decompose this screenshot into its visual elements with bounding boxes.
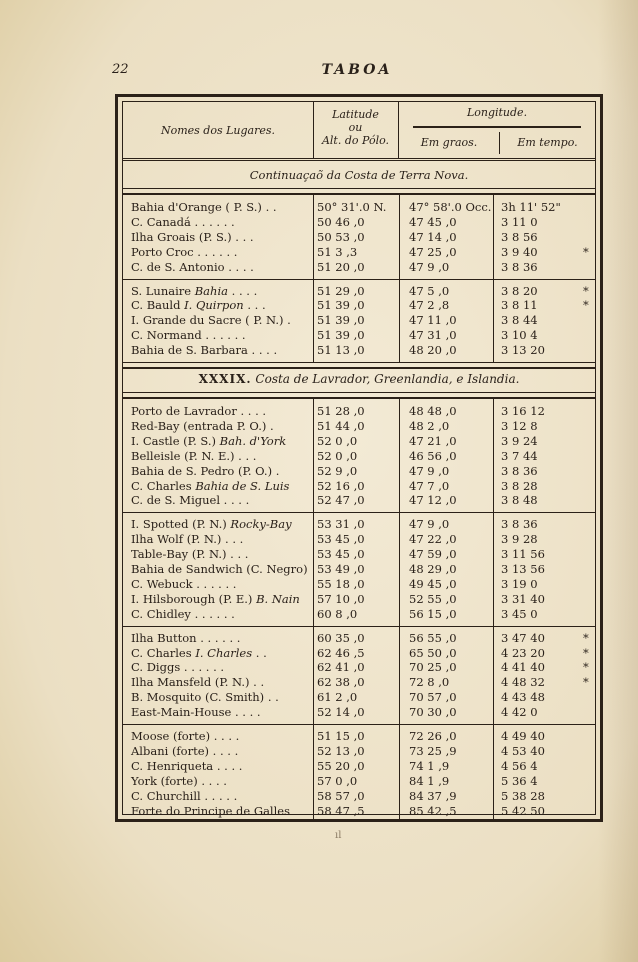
table-row — [123, 577, 595, 592]
longitude-time-cell: 4 41 40 — [501, 660, 545, 675]
latitude-line-1: Latitude — [332, 108, 379, 121]
latitude-cell: 52 0 ,0 — [317, 433, 358, 448]
latitude-cell: 51 44 ,0 — [317, 418, 365, 433]
place-name: C. Normand . . . . . . — [131, 328, 246, 343]
latitude-line-2: ou — [348, 121, 363, 134]
longitude-degrees-cell: 52 55 ,0 — [409, 591, 457, 606]
place-name: Bahia de S. Pedro (P. O.) . — [131, 463, 280, 478]
longitude-degrees-cell: 65 50 ,0 — [409, 645, 457, 660]
section-number: XXXIX. — [198, 372, 252, 386]
latitude-cell: 51 39 ,0 — [317, 313, 365, 328]
longitude-time-cell: 3 8 36 — [501, 259, 538, 274]
section-rule — [123, 188, 595, 195]
section-subtitle: Continuaçaõ da Costa de Terra Nova. — [249, 168, 469, 182]
place-alt-name: Rocky-Bay — [230, 517, 292, 532]
longitude-time-cell: 4 48 32 — [501, 675, 545, 690]
page-number: 22 — [112, 62, 129, 77]
place-name: C. de S. Antonio . . . . — [131, 259, 254, 274]
longitude-time-cell: 3 11 0 — [501, 214, 538, 229]
place-name: Moose (forte) . . . . — [131, 729, 240, 743]
longitude-time-cell: 3 19 0 — [501, 576, 538, 591]
latitude-cell: 51 3 ,3 — [317, 244, 358, 259]
latitude-cell: 52 9 ,0 — [317, 463, 358, 478]
longitude-degrees-cell: 47 7 ,0 — [409, 478, 450, 493]
longitude-degrees-cell: 47 9 ,0 — [409, 517, 450, 532]
table-row — [123, 517, 595, 532]
place-name: Porto de Lavrador . . . . — [131, 404, 267, 418]
group-rule — [123, 626, 595, 627]
table-row — [123, 245, 595, 260]
longitude-time-cell: 5 36 4 — [501, 773, 538, 788]
longitude-time-cell: 4 49 40 — [501, 729, 545, 743]
place-name: C. Diggs . . . . . . — [131, 660, 225, 675]
section-title-text: Costa de Lavrador, Greenlandia, e Islandia. — [251, 372, 520, 386]
place-name: S. Lunaire Bahia . . . . — [131, 283, 258, 298]
table-row — [123, 744, 595, 759]
longitude-degrees-cell: 47 9 ,0 — [409, 463, 450, 478]
place-name: Red-Bay (entrada P. O.) . — [131, 418, 274, 433]
place-name: Bahia de S. Barbara . . . . — [131, 343, 278, 358]
place-name: I. Hilsborough (P. E.) B. Nain — [131, 591, 300, 606]
latitude-cell: 51 29 ,0 — [317, 283, 365, 298]
place-name: C. Charles I. Charles . . — [131, 645, 267, 660]
longitude-degrees-cell: 85 42 ,5 — [409, 803, 457, 818]
longitude-time-cell: 3 13 56 — [501, 562, 545, 576]
longitude-degrees-cell: 46 56 ,0 — [409, 448, 457, 463]
table-row — [123, 313, 595, 328]
table-row — [123, 562, 595, 577]
latitude-cell: 55 20 ,0 — [317, 758, 365, 773]
longitude-degrees-cell: 84 1 ,9 — [409, 773, 450, 788]
place-alt-name: B. Nain — [256, 591, 300, 606]
latitude-cell: 51 20 ,0 — [317, 259, 365, 274]
section-heading — [123, 372, 595, 386]
longitude-degrees-cell: 47 22 ,0 — [409, 532, 457, 547]
longitude-time-cell: 3 10 4 — [501, 328, 538, 343]
longitude-degrees-cell: 72 26 ,0 — [409, 729, 457, 743]
group-rule — [123, 279, 595, 280]
column-headers — [123, 102, 595, 161]
column-header-longitude: Longitude. — [466, 106, 528, 119]
place-name: Forte do Principe de Galles — [131, 803, 290, 818]
column-divider — [313, 194, 314, 362]
place-name: Bahia d'Orange ( P. S.) . . — [131, 200, 277, 214]
longitude-time-cell: 3 16 12 — [501, 404, 545, 418]
longitude-time-cell: 3 8 36 — [501, 517, 538, 532]
place-name: Porto Croc . . . . . . — [131, 244, 238, 259]
longitude-degrees-cell: 47° 58'.0 Occ. — [409, 200, 492, 214]
longitude-time-cell: 4 43 48 — [501, 690, 545, 705]
table-row — [123, 774, 595, 789]
longitude-degrees-cell: 70 57 ,0 — [409, 690, 457, 705]
table-row — [123, 298, 595, 313]
column-divider — [399, 194, 400, 362]
place-alt-name: Bah. d'York — [219, 433, 287, 448]
latitude-cell: 53 45 ,0 — [317, 532, 365, 547]
asterisk-mark: * — [583, 630, 589, 645]
longitude-time-cell: 4 56 4 — [501, 758, 538, 773]
place-name: I. Grande du Sacre ( P. N.) . — [131, 313, 291, 328]
table-row — [123, 449, 595, 464]
bleed-through-mark: ıl — [335, 830, 342, 841]
column-header-names: Nomes dos Lugares. — [123, 102, 314, 158]
latitude-cell: 61 2 ,0 — [317, 690, 358, 705]
column-divider — [493, 194, 494, 362]
longitude-time-cell: 3 8 20 — [501, 283, 538, 298]
place-alt-name: I. Charles — [195, 645, 253, 660]
latitude-cell: 50 46 ,0 — [317, 214, 365, 229]
longitude-time-cell: 3 11 56 — [501, 547, 545, 562]
latitude-cell: 51 39 ,0 — [317, 298, 365, 313]
latitude-cell: 50 53 ,0 — [317, 229, 365, 244]
longitude-time-cell: 3h 11' 52" — [501, 200, 561, 214]
asterisk-mark: * — [583, 645, 589, 660]
place-name: C. Henriqueta . . . . — [131, 758, 243, 773]
longitude-time-cell: 3 13 20 — [501, 343, 545, 358]
column-divider — [313, 398, 314, 822]
table-row — [123, 434, 595, 449]
latitude-cell: 62 38 ,0 — [317, 675, 365, 690]
table-row — [123, 789, 595, 804]
longitude-degrees-cell: 47 21 ,0 — [409, 433, 457, 448]
latitude-cell: 58 57 ,0 — [317, 788, 365, 803]
latitude-cell: 57 0 ,0 — [317, 773, 358, 788]
longitude-time-cell: 3 8 11 — [501, 298, 538, 313]
asterisk-mark: * — [583, 283, 589, 298]
latitude-cell: 52 14 ,0 — [317, 705, 365, 720]
longitude-time-cell: 4 53 40 — [501, 743, 545, 758]
column-divider — [399, 398, 400, 822]
longitude-time-cell: 3 9 40 — [501, 244, 538, 259]
table-row — [123, 592, 595, 607]
longitude-degrees-cell: 48 29 ,0 — [409, 562, 457, 576]
page-header — [112, 62, 602, 84]
longitude-degrees-cell: 47 59 ,0 — [409, 547, 457, 562]
column-divider — [493, 398, 494, 822]
longitude-degrees-cell: 47 25 ,0 — [409, 244, 457, 259]
longitude-time-cell: 3 12 8 — [501, 418, 538, 433]
latitude-cell: 52 0 ,0 — [317, 448, 358, 463]
longitude-degrees-cell: 56 55 ,0 — [409, 630, 457, 645]
table-row — [123, 532, 595, 547]
place-name: C. Bauld I. Quirpon . . . — [131, 298, 266, 313]
longitude-degrees-cell: 47 14 ,0 — [409, 229, 457, 244]
latitude-cell: 57 10 ,0 — [317, 591, 365, 606]
place-alt-name: Bahia — [194, 283, 228, 298]
place-name: Belleisle (P. N. E.) . . . — [131, 448, 257, 463]
table-row — [123, 729, 595, 744]
group-rule — [123, 724, 595, 725]
place-name: East-Main-House . . . . — [131, 705, 261, 720]
column-header-degrees: Em graos. — [420, 136, 478, 149]
table-row — [123, 419, 595, 434]
table-row — [123, 705, 595, 720]
longitude-degrees-cell: 70 25 ,0 — [409, 660, 457, 675]
asterisk-mark: * — [583, 660, 589, 675]
section-rule — [123, 392, 595, 399]
place-name: C. Webuck . . . . . . — [131, 576, 237, 591]
longitude-degrees-cell: 47 9 ,0 — [409, 259, 450, 274]
latitude-cell: 62 41 ,0 — [317, 660, 365, 675]
longitude-time-cell: 3 31 40 — [501, 591, 545, 606]
longitude-time-cell: 3 8 56 — [501, 229, 538, 244]
place-name: Ilha Groais (P. S.) . . . — [131, 229, 254, 244]
longitude-time-cell: 5 42 50 — [501, 803, 545, 818]
place-name: C. Chidley . . . . . . — [131, 606, 235, 621]
place-name: C. Charles Bahia de S. Luis — [131, 478, 290, 493]
table-row — [123, 675, 595, 690]
longitude-degrees-cell: 73 25 ,9 — [409, 743, 457, 758]
place-name: Ilha Mansfeld (P. N.) . . — [131, 675, 265, 690]
table-row — [123, 404, 595, 419]
longitude-time-cell: 3 47 40 — [501, 630, 545, 645]
place-name: York (forte) . . . . — [131, 773, 227, 788]
table-row — [123, 343, 595, 358]
place-alt-name: I. Quirpon — [184, 298, 244, 313]
longitude-time-cell: 3 8 44 — [501, 313, 538, 328]
longitude-degrees-cell: 48 2 ,0 — [409, 418, 450, 433]
latitude-cell: 53 45 ,0 — [317, 547, 365, 562]
place-name: B. Mosquito (C. Smith) . . — [131, 690, 279, 705]
longitude-degrees-cell: 70 30 ,0 — [409, 705, 457, 720]
table-row — [123, 260, 595, 275]
latitude-line-3: Alt. do Pólo. — [321, 134, 390, 147]
table-row — [123, 759, 595, 774]
longitude-degrees-cell: 56 15 ,0 — [409, 606, 457, 621]
longitude-time-cell: 3 8 28 — [501, 478, 538, 493]
place-name: Ilha Wolf (P. N.) . . . — [131, 532, 244, 547]
place-name: Bahia de Sandwich (C. Negro) — [131, 562, 308, 576]
table-row — [123, 230, 595, 245]
longitude-degrees-cell: 74 1 ,9 — [409, 758, 450, 773]
latitude-cell: 51 15 ,0 — [317, 729, 365, 743]
longitude-degrees-cell: 72 8 ,0 — [409, 675, 450, 690]
latitude-cell: 62 46 ,5 — [317, 645, 365, 660]
latitude-cell: 52 16 ,0 — [317, 478, 365, 493]
group-rule — [123, 512, 595, 513]
place-name: Table-Bay (P. N.) . . . — [131, 547, 249, 562]
longitude-degrees-cell: 47 2 ,8 — [409, 298, 450, 313]
latitude-cell: 60 35 ,0 — [317, 630, 365, 645]
page-title: TABOA — [321, 62, 393, 78]
latitude-cell: 60 8 ,0 — [317, 606, 358, 621]
longitude-time-cell: 3 8 48 — [501, 493, 538, 508]
longitude-degrees-cell: 49 45 ,0 — [409, 576, 457, 591]
place-alt-name: Bahia de S. Luis — [195, 478, 290, 493]
latitude-cell: 58 47 ,5 — [317, 803, 365, 818]
longitude-time-cell: 5 38 28 — [501, 788, 545, 803]
latitude-cell: 51 13 ,0 — [317, 343, 365, 358]
table-row — [123, 328, 595, 343]
table-row — [123, 646, 595, 661]
place-name: C. de S. Miguel . . . . — [131, 493, 250, 508]
longitude-time-cell: 3 9 28 — [501, 532, 538, 547]
table-row — [123, 493, 595, 508]
table-row — [123, 631, 595, 646]
table-frame — [115, 94, 603, 822]
latitude-cell: 53 31 ,0 — [317, 517, 365, 532]
latitude-cell: 51 28 ,0 — [317, 404, 365, 418]
table-row — [123, 607, 595, 622]
longitude-time-cell: 3 8 36 — [501, 463, 538, 478]
place-name: C. Churchill . . . . . — [131, 788, 238, 803]
latitude-cell: 51 39 ,0 — [317, 328, 365, 343]
latitude-cell: 55 18 ,0 — [317, 576, 365, 591]
longitude-degrees-cell: 47 45 ,0 — [409, 214, 457, 229]
table — [122, 101, 596, 818]
asterisk-mark: * — [583, 244, 589, 259]
place-name: Albani (forte) . . . . — [131, 743, 239, 758]
table-row — [123, 660, 595, 675]
column-header-time: Em tempo. — [499, 132, 595, 154]
longitude-time-cell: 4 23 20 — [501, 645, 545, 660]
place-name: I. Castle (P. S.) Bah. d'York — [131, 433, 287, 448]
longitude-time-cell: 3 9 24 — [501, 433, 538, 448]
longitude-degrees-cell: 48 20 ,0 — [409, 343, 457, 358]
longitude-degrees-cell: 84 37 ,9 — [409, 788, 457, 803]
section-rule — [123, 362, 595, 369]
place-name: C. Canadá . . . . . . — [131, 214, 235, 229]
longitude-degrees-cell: 48 48 ,0 — [409, 404, 457, 418]
longitude-degrees-cell: 47 5 ,0 — [409, 283, 450, 298]
longitude-time-cell: 4 42 0 — [501, 705, 538, 720]
longitude-rule — [413, 126, 581, 128]
longitude-degrees-cell: 47 12 ,0 — [409, 493, 457, 508]
table-row — [123, 547, 595, 562]
longitude-degrees-cell: 47 11 ,0 — [409, 313, 457, 328]
table-row — [123, 479, 595, 494]
table-row — [123, 464, 595, 479]
place-name: Ilha Button . . . . . . — [131, 630, 241, 645]
place-name: I. Spotted (P. N.) Rocky-Bay — [131, 517, 292, 532]
longitude-degrees-cell: 47 31 ,0 — [409, 328, 457, 343]
table-row — [123, 804, 595, 819]
table-row — [123, 284, 595, 299]
asterisk-mark: * — [583, 298, 589, 313]
latitude-cell: 50° 31'.0 N. — [317, 200, 387, 214]
latitude-cell: 53 49 ,0 — [317, 562, 365, 576]
table-row — [123, 690, 595, 705]
table-row — [123, 200, 595, 215]
latitude-cell: 52 47 ,0 — [317, 493, 365, 508]
asterisk-mark: * — [583, 675, 589, 690]
column-header-latitude — [313, 102, 399, 158]
table-row — [123, 215, 595, 230]
latitude-cell: 52 13 ,0 — [317, 743, 365, 758]
longitude-time-cell: 3 45 0 — [501, 606, 538, 621]
longitude-time-cell: 3 7 44 — [501, 448, 538, 463]
page-edge-shadow — [598, 0, 638, 962]
